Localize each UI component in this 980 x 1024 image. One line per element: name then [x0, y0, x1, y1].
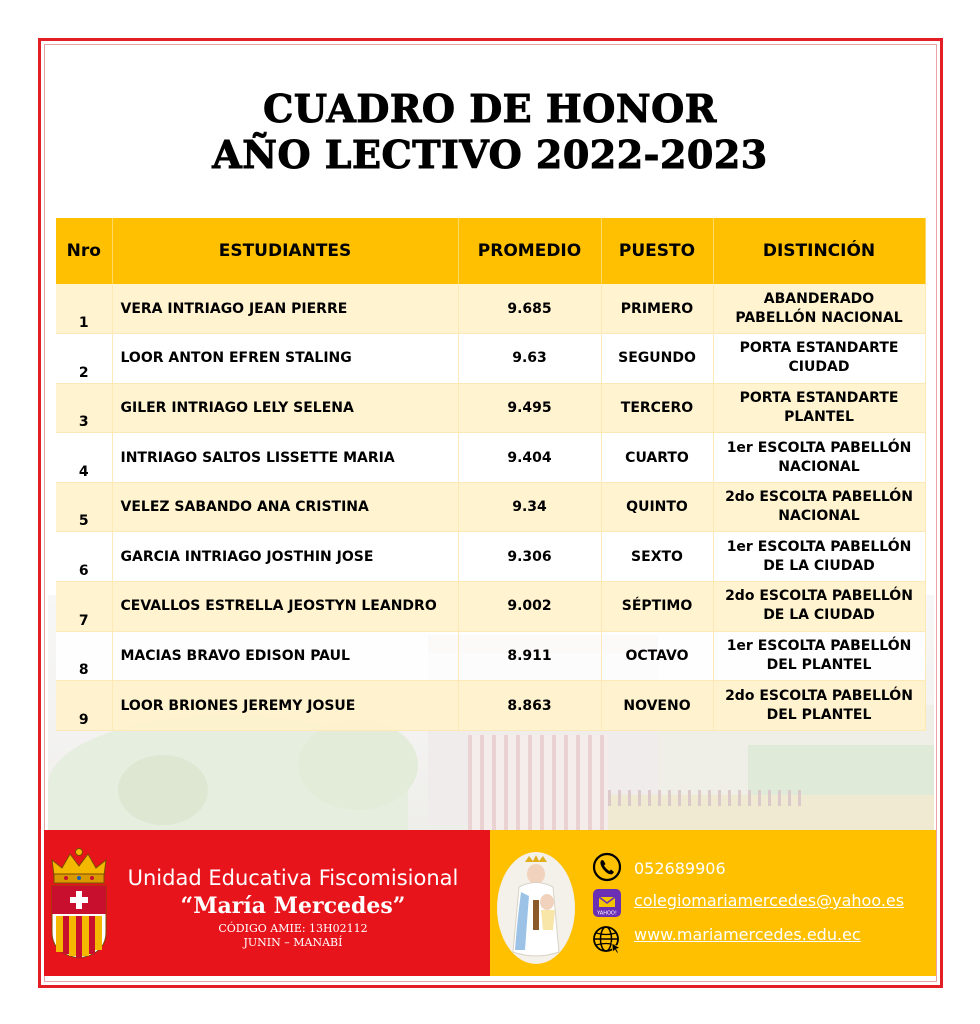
row-nro: 9	[56, 681, 112, 731]
row-nro: 7	[56, 582, 112, 632]
school-name: Unidad Educativa Fiscomisional	[127, 866, 459, 890]
row-distincion	[713, 582, 925, 632]
row-puesto: TERCERO	[601, 383, 713, 433]
row-student-name: LOOR ANTON EFREN STALING	[112, 334, 458, 384]
row-puesto: SÉPTIMO	[601, 582, 713, 632]
row-distincion	[713, 482, 925, 532]
row-student-name: CEVALLOS ESTRELLA JEOSTYN LEANDRO	[112, 582, 458, 632]
phone-number: 052689906	[634, 859, 726, 878]
row-student-name: GARCIA INTRIAGO JOSTHIN JOSE	[112, 532, 458, 582]
row-distincion	[713, 532, 925, 582]
row-promedio: 9.404	[458, 433, 601, 483]
honor-table	[56, 218, 926, 731]
table-row	[56, 631, 925, 681]
row-promedio: 9.495	[458, 383, 601, 433]
table-header-row	[56, 218, 925, 284]
table-row	[56, 532, 925, 582]
distincion-line2: PABELLÓN NACIONAL	[735, 309, 903, 326]
table-row	[56, 681, 925, 731]
svg-text:YAHOO!: YAHOO!	[597, 910, 617, 917]
distincion-line2: CIUDAD	[788, 359, 850, 376]
school-crest-icon	[46, 846, 112, 960]
row-promedio: 9.34	[458, 482, 601, 532]
phone-icon	[592, 852, 622, 882]
distincion-line2: DEL PLANTEL	[766, 706, 872, 723]
school-amie-code: CÓDIGO AMIE: 13H02112	[218, 922, 368, 935]
row-student-name: MACIAS BRAVO EDISON PAUL	[112, 631, 458, 681]
row-nro: 4	[56, 433, 112, 483]
distincion-line1: 1er ESCOLTA PABELLÓN	[726, 439, 912, 456]
email-link[interactable]: colegiomariamercedes@yahoo.es	[634, 891, 905, 910]
table-row	[56, 582, 925, 632]
row-puesto: QUINTO	[601, 482, 713, 532]
row-distincion	[713, 383, 925, 433]
row-distincion	[713, 681, 925, 731]
row-student-name: LOOR BRIONES JEREMY JOSUE	[112, 681, 458, 731]
distincion-line2: DE LA CIUDAD	[763, 557, 875, 574]
row-nro: 5	[56, 482, 112, 532]
distincion-line2: DEL PLANTEL	[766, 656, 872, 673]
row-puesto: SEXTO	[601, 532, 713, 582]
row-nro: 1	[56, 284, 112, 334]
page-subtitle: AÑO LECTIVO 2022-2023	[212, 132, 768, 177]
header-promedio: PROMEDIO	[458, 218, 601, 284]
school-subtitle: “María Mercedes”	[180, 893, 406, 919]
row-promedio: 9.002	[458, 582, 601, 632]
row-nro: 2	[56, 334, 112, 384]
row-student-name: INTRIAGO SALTOS LISSETTE MARIA	[112, 433, 458, 483]
row-distincion	[713, 284, 925, 334]
header-estudiantes: ESTUDIANTES	[112, 218, 458, 284]
row-nro: 3	[56, 383, 112, 433]
row-promedio: 9.63	[458, 334, 601, 384]
distincion-line1: 2do ESCOLTA PABELLÓN	[725, 588, 913, 605]
row-promedio: 8.911	[458, 631, 601, 681]
distincion-line2: NACIONAL	[778, 508, 860, 525]
row-distincion	[713, 631, 925, 681]
row-promedio: 9.306	[458, 532, 601, 582]
row-nro: 6	[56, 532, 112, 582]
mail-icon[interactable]	[592, 888, 622, 918]
distincion-line1: 1er ESCOLTA PABELLÓN	[726, 538, 912, 555]
row-puesto: CUARTO	[601, 433, 713, 483]
row-nro: 8	[56, 631, 112, 681]
distincion-line1: PORTA ESTANDARTE	[739, 340, 899, 357]
row-distincion	[713, 433, 925, 483]
row-student-name: VERA INTRIAGO JEAN PIERRE	[112, 284, 458, 334]
distincion-line1: ABANDERADO	[763, 290, 875, 307]
row-promedio: 9.685	[458, 284, 601, 334]
table-row	[56, 433, 925, 483]
distincion-line1: 2do ESCOLTA PABELLÓN	[725, 489, 913, 506]
row-puesto: PRIMERO	[601, 284, 713, 334]
row-promedio: 8.863	[458, 681, 601, 731]
virgin-mary-image	[497, 852, 575, 964]
table-row	[56, 334, 925, 384]
header-puesto: PUESTO	[601, 218, 713, 284]
header-nro: Nro	[56, 218, 112, 284]
website-link[interactable]: www.mariamercedes.edu.ec	[634, 925, 861, 944]
row-puesto: OCTAVO	[601, 631, 713, 681]
distincion-line1: 1er ESCOLTA PABELLÓN	[726, 637, 912, 654]
row-puesto: NOVENO	[601, 681, 713, 731]
distincion-line2: NACIONAL	[778, 458, 860, 475]
table-row	[56, 482, 925, 532]
table-row	[56, 383, 925, 433]
row-student-name: VELEZ SABANDO ANA CRISTINA	[112, 482, 458, 532]
distincion-line1: PORTA ESTANDARTE	[739, 389, 899, 406]
row-distincion	[713, 334, 925, 384]
table-row	[56, 284, 925, 334]
school-location: JUNIN – MANABÍ	[243, 936, 343, 949]
row-puesto: SEGUNDO	[601, 334, 713, 384]
page-title: CUADRO DE HONOR	[263, 86, 717, 131]
distincion-line2: PLANTEL	[784, 408, 854, 425]
distincion-line2: DE LA CIUDAD	[763, 607, 875, 624]
globe-icon[interactable]	[592, 924, 622, 954]
distincion-line1: 2do ESCOLTA PABELLÓN	[725, 687, 913, 704]
header-distincion: DISTINCIÓN	[713, 218, 925, 284]
row-student-name: GILER INTRIAGO LELY SELENA	[112, 383, 458, 433]
